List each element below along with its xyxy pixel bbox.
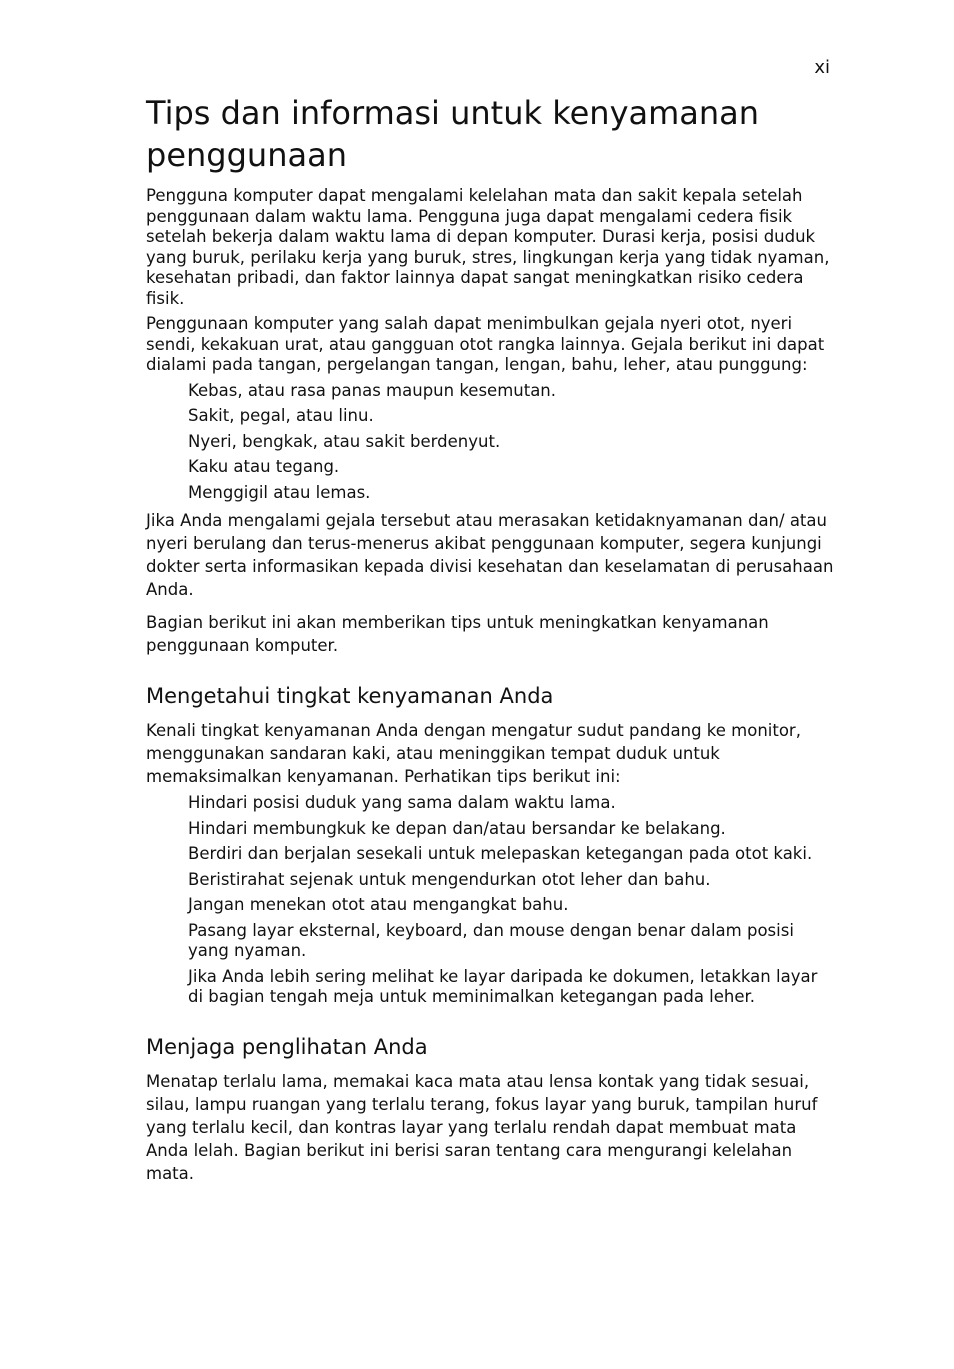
intro-paragraph-3: Jika Anda mengalami gejala tersebut atau merasakan ketidaknyamanan dan/ atau nyeri berulang dan terus-menerus akibat penggunaan komputer, segera kunjungi dokter serta informasikan kepada divisi kesehatan dan keselamatan di perusahaan Anda.	[146, 511, 834, 599]
list-item: Hindari membungkuk ke depan dan/atau bersandar ke belakang.	[188, 818, 726, 838]
symptom-list	[146, 381, 836, 504]
section-vision	[146, 1034, 836, 1185]
list-item: Beristirahat sejenak untuk mengendurkan otot leher dan bahu.	[188, 869, 711, 889]
list-item: Berdiri dan berjalan sesekali untuk melepaskan ketegangan pada otot kaki.	[188, 844, 813, 863]
list-item: Jika Anda lebih sering melihat ke layar daripada ke dokumen, letakkan layar di bagian tengah meja untuk meminimalkan ketegangan pada leher.	[188, 966, 818, 1006]
list-item: Jangan menekan otot atau mengangkat bahu.	[188, 895, 569, 914]
section-paragraph: Kenali tingkat kenyamanan Anda dengan mengatur sudut pandang ke monitor, menggunakan sandaran kaki, atau meninggikan tempat duduk untuk memaksimalkan kenyamanan. Perhatikan tips berikut ini:	[146, 721, 801, 786]
section-paragraph: Menatap terlalu lama, memakai kaca mata atau lensa kontak yang tidak sesuai, silau, lampu ruangan yang terlalu terang, fokus layar yang buruk, tampilan huruf yang terlalu kecil, dan kontras layar yang terlalu rendah dapat membuat mata Anda lelah. Bagian berikut ini berisi saran tentang cara mengurangi kelelahan mata.	[146, 1071, 818, 1183]
comfort-tips-list	[146, 793, 836, 1008]
list-item: Hindari posisi duduk yang sama dalam waktu lama.	[188, 793, 616, 812]
page-title: Tips dan informasi untuk kenyamanan penggunaan	[146, 94, 760, 174]
intro-paragraph-1: Pengguna komputer dapat mengalami kelelahan mata dan sakit kepala setelah penggunaan dalam waktu lama. Pengguna juga dapat mengalami cedera fisik setelah bekerja dalam waktu lama di depan komputer. Durasi kerja, posisi duduk yang buruk, perilaku kerja yang buruk, stres, lingkungan kerja yang tidak nyaman, kesehatan pribadi, dan faktor lainnya dapat sangat meningkatkan risiko cedera fisik.	[146, 186, 830, 308]
section-heading: Mengetahui tingkat kenyamanan Anda	[146, 684, 554, 708]
intro-paragraph-4: Bagian berikut ini akan memberikan tips untuk meningkatkan kenyamanan penggunaan komputer.	[146, 613, 769, 655]
page-number: xi	[814, 57, 830, 78]
list-item: Menggigil atau lemas.	[188, 482, 371, 502]
list-item: Kaku atau tegang.	[188, 457, 340, 476]
section-heading: Menjaga penglihatan Anda	[146, 1034, 428, 1059]
list-item: Kebas, atau rasa panas maupun kesemutan.	[188, 380, 557, 400]
document-body	[146, 92, 836, 1195]
section-comfort	[146, 683, 836, 1008]
intro-paragraph-2: Penggunaan komputer yang salah dapat menimbulkan gejala nyeri otot, nyeri sendi, kekakuan urat, atau gangguan otot rangka lainnya. Gejala berikut ini dapat dialami pada tangan, pergelangan tangan, lengan, bahu, leher, atau punggung:	[146, 314, 825, 374]
list-item: Nyeri, bengkak, atau sakit berdenyut.	[188, 431, 501, 451]
list-item: Pasang layar eksternal, keyboard, dan mouse dengan benar dalam posisi yang nyaman.	[188, 920, 794, 960]
list-item: Sakit, pegal, atau linu.	[188, 406, 374, 425]
